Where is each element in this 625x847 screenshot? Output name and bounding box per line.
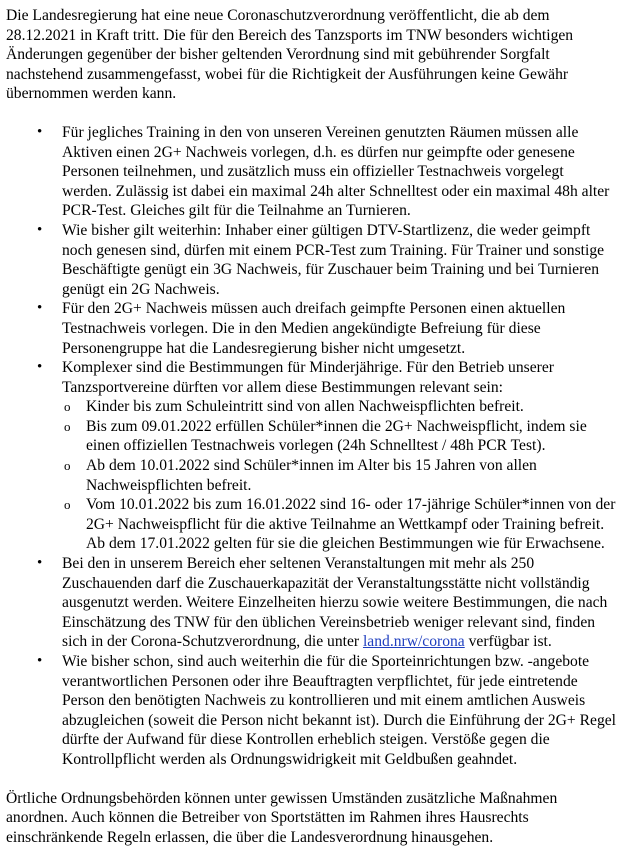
list-item-text: Für den 2G+ Nachweis müssen auch dreifach geimpfte Personen einen aktuellen Testnachweis vorlegen. Die in den Medien angekündigte Befreiung für diese Personengruppe hat die Landesregierung bisher nicht umgesetzt. xyxy=(62,300,566,357)
list-item xyxy=(6,554,617,652)
bullet-icon: • xyxy=(37,555,43,572)
circle-bullet-icon: o xyxy=(64,418,71,434)
circle-bullet-icon: o xyxy=(64,399,71,415)
list-item xyxy=(6,123,617,221)
list-item xyxy=(6,358,617,554)
list-item-text: Für jegliches Training in den von unseren Vereinen genutzten Räumen müssen alle Aktiven einen 2G+ Nachweis vorlegen, d.h. es dürfen nur geimpfte oder genesene Personen teilnehmen, und zusätzlich muss ein offizieller Testnachweis vorgelegt werden. Zulässig ist dabei ein maximal 24h alter Schnelltest oder ein maximal 48h alter PCR-Test. Gleiches gilt für die Teilnahme an Turnieren. xyxy=(62,123,610,220)
list-item xyxy=(6,221,617,299)
list-item xyxy=(6,299,617,358)
circle-bullet-icon: o xyxy=(64,497,71,513)
sub-list-item xyxy=(62,456,617,495)
sub-list-item-text: Vom 10.01.2022 bis zum 16.01.2022 sind 16- oder 17-jährige Schüler*innen von der 2G+ Nachweispflicht für die aktive Teilnahme an Wettkampf oder Training befreit. Ab dem 17.01.2022 gelten für sie die gleichen Bestimmungen wie für Erwachsene. xyxy=(86,496,616,553)
outro-paragraph: Örtliche Ordnungsbehörden können unter gewissen Umständen zusätzliche Maßnahmen anordnen. Auch können die Betreiber von Sportstätten im Rahmen ihres Hausrechts einschränkende Regeln erlassen, die über die Landesverordnung hinausgehen. xyxy=(6,789,558,846)
circle-bullet-icon: o xyxy=(64,458,71,474)
events-text: Bei den in unserem Bereich eher seltenen Veranstaltungen mit mehr als 250 Zuschauenden darf die Zuschauerkapazität der Veranstaltungsstätte nicht vollständig ausgenutzt werden. Weitere Einzelheiten hierzu sowie weitere Bestimmungen, die nach Einschätzung des TNW für den üblichen Vereinsbetrieb weniger relevant sind, finden sich in der Corona-Schutzverordnung, die unter xyxy=(62,555,608,651)
sub-list-item xyxy=(62,495,617,554)
bullet-icon: • xyxy=(37,359,43,376)
bullet-icon: • xyxy=(37,221,43,238)
sub-list-item xyxy=(62,397,617,417)
bullet-icon: • xyxy=(37,123,43,140)
bullet-icon: • xyxy=(37,300,43,317)
list-item xyxy=(6,652,617,770)
corona-regulation-link[interactable]: land.nrw/corona xyxy=(362,633,465,651)
list-item-text xyxy=(62,555,607,650)
sub-list-item-text: Kinder bis zum Schuleintritt sind von allen Nachweispflichten befreit. xyxy=(86,398,524,416)
list-item-text: Komplexer sind die Bestimmungen für Minderjährige. Für den Betrieb unserer Tanzsportvereine dürften vor allem diese Bestimmungen relevant sein: xyxy=(62,359,554,396)
list-item-text: Wie bisher schon, sind auch weiterhin die für die Sporteinrichtungen bzw. -angebote verantwortlichen Personen oder ihre Beauftragten verpflichtet, für jede eintretende Person den benötigten Nachweis zu kontrollieren und mit einem amtlichen Ausweis abzugleichen (soweit die Person nicht bekannt ist). Durch die Einführung der 2G+ Regel dürfte der Aufwand für diese Kontrollen erheblich steigen. Verstöße gegen die Kontrollpflicht werden als Ordnungswidrigkeit mit Geldbußen geahndet. xyxy=(62,653,616,768)
bullet-icon: • xyxy=(37,653,43,669)
rules-list xyxy=(6,123,617,770)
events-text-end: verfügbar ist. xyxy=(464,633,552,651)
sub-list-item-text: Ab dem 10.01.2022 sind Schüler*innen im Alter bis 15 Jahren von allen Nachweispflichten befreit. xyxy=(86,457,537,494)
sub-list-item xyxy=(62,417,617,456)
sub-list-item-text: Bis zum 09.01.2022 erfüllen Schüler*innen die 2G+ Nachweispflicht, indem sie einen offiziellen Testnachweis vorlegen (24h Schnelltest / 48h PCR Test). xyxy=(86,417,587,455)
list-item-text: Wie bisher gilt weiterhin: Inhaber einer gültigen DTV-Startlizenz, die weder geimpft noch genesen sind, dürfen mit einem PCR-Test zum Training. Für Trainer und sonstige Beschäftigte genügt ein 3G Nachweis, für Zuschauer beim Training und bei Turnieren genügt ein 2G Nachweis. xyxy=(62,221,605,298)
intro-paragraph: Die Landesregierung hat eine neue Coronaschutzverordnung veröffentlicht, die ab dem 28.12.2021 in Kraft tritt. Die für den Bereich des Tanzsports im TNW besonders wichtigen Änderungen gegenüber der bisher geltenden Verordnung sind mit gebührender Sorgfalt nachstehend zusammengefasst, wobei für die Richtigkeit der Ausführungen keine Gewähr übernommen werden kann. xyxy=(6,7,574,103)
minors-sublist xyxy=(62,397,617,554)
